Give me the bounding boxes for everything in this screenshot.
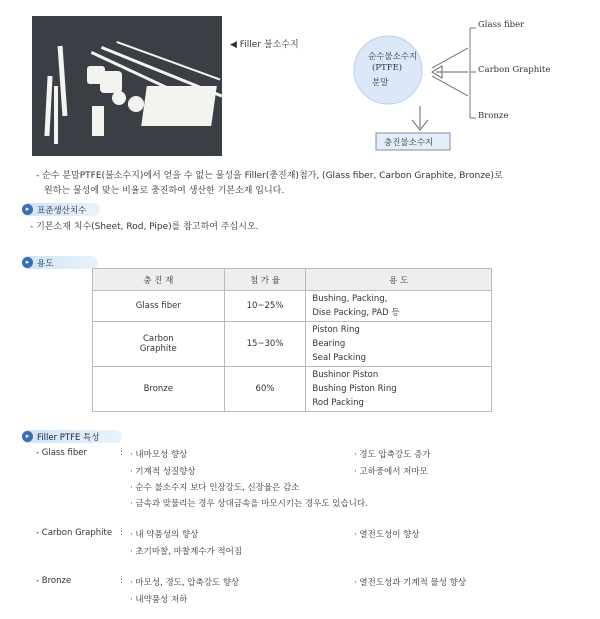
diagram-input-bronze: Bronze: [478, 111, 509, 121]
diagram-input-carbon: Carbon Graphite: [478, 65, 551, 75]
diagram-center-line3: 분말: [372, 78, 389, 88]
cell-use: Piston Ring Bearing Seal Packing: [306, 322, 492, 367]
col-header-rate: 첨 가 율: [224, 269, 306, 291]
section-usage-title: 용도: [37, 259, 54, 269]
standard-note: - 기본소재 치수(Sheet, Rod, Pipe)를 참고하여 주십시오.: [30, 222, 259, 232]
cell-filler: Glass fiber: [93, 291, 225, 322]
intro-text: [36, 169, 576, 199]
filler-label: ◀ Filler 불소수지: [230, 40, 299, 50]
section-standard-title: 표준생산치수: [37, 206, 87, 216]
feature-item: · 내 약품성의 향상: [130, 530, 199, 540]
feature-bronze-label: - Bronze: [36, 576, 72, 586]
feature-item: · 고하중에서 저마모: [354, 467, 428, 477]
cell-filler: Carbon Graphite: [93, 322, 225, 367]
bullet-icon: ▸: [22, 257, 33, 268]
bullet-icon: ▸: [22, 204, 33, 215]
col-header-filler: 충 진 재: [93, 269, 225, 291]
section-usage-header: [22, 256, 98, 269]
cell-rate: 10~25%: [224, 291, 306, 322]
feature-item: · 내약품성 저하: [130, 595, 188, 605]
feature-glass-label: - Glass fiber: [36, 448, 87, 458]
diagram-center-line2: (PTFE): [372, 63, 403, 73]
bullet-icon: ▸: [22, 431, 33, 442]
col-header-use: 용 도: [306, 269, 492, 291]
feature-item: · 금속과 맞물리는 경우 상대금속을 마모시키는 경우도 있습니다.: [130, 499, 368, 509]
cell-use: Bushing, Packing, Dise Packing, PAD 등: [306, 291, 492, 322]
diagram-center-line1: 순수불소수지: [368, 52, 418, 62]
diagram-input-glass: Glass fiber: [478, 20, 525, 30]
table-row: [93, 291, 492, 322]
table-row: [93, 367, 492, 412]
table-header-row: [93, 269, 492, 291]
section-properties-title: Filler PTFE 특성: [37, 433, 100, 443]
feature-item: · 열전도성이 향상: [354, 530, 420, 540]
section-standard-header: [22, 203, 100, 216]
diagram-result: 충진불소수지: [384, 138, 434, 148]
feature-item: · 초기마찰, 마찰계수가 적어짐: [130, 547, 243, 557]
intro-line2: 원하는 물성에 맞는 비율로 충진하여 생산한 기본소재 입니다.: [44, 186, 285, 196]
feature-bronze-sep: :: [120, 576, 123, 586]
section-properties-header: [22, 430, 122, 443]
composition-diagram: [340, 10, 600, 160]
feature-item: · 경도 압축강도 증가: [354, 450, 431, 460]
feature-item: · 기계적 성질향상: [130, 467, 196, 477]
feature-carbon-sep: :: [120, 528, 123, 538]
cell-rate: 15~30%: [224, 322, 306, 367]
usage-table: [92, 268, 492, 412]
cell-use: Bushinor Piston Bushing Piston Ring Rod Packing: [306, 367, 492, 412]
cell-rate: 60%: [224, 367, 306, 412]
cell-filler: Bronze: [93, 367, 225, 412]
feature-carbon-label: - Carbon Graphite: [36, 528, 113, 538]
feature-glass-sep: :: [120, 448, 123, 458]
feature-item: · 열전도성과 기계적 물성 향상: [354, 578, 467, 588]
table-row: [93, 322, 492, 367]
intro-line1: - 순수 분말PTFE(불소수지)에서 얻을 수 없는 물성을 Filler(충진재)첨가, (Glass fiber, Carbon Graphite, Bronze)로: [36, 171, 503, 181]
product-photo: [32, 16, 222, 156]
feature-item: · 순수 불소수지 보다 인장강도, 신장율은 감소: [130, 483, 300, 493]
feature-item: · 내마모성 향상: [130, 450, 188, 460]
feature-item: · 마모성, 경도, 압축강도 향상: [130, 578, 240, 588]
